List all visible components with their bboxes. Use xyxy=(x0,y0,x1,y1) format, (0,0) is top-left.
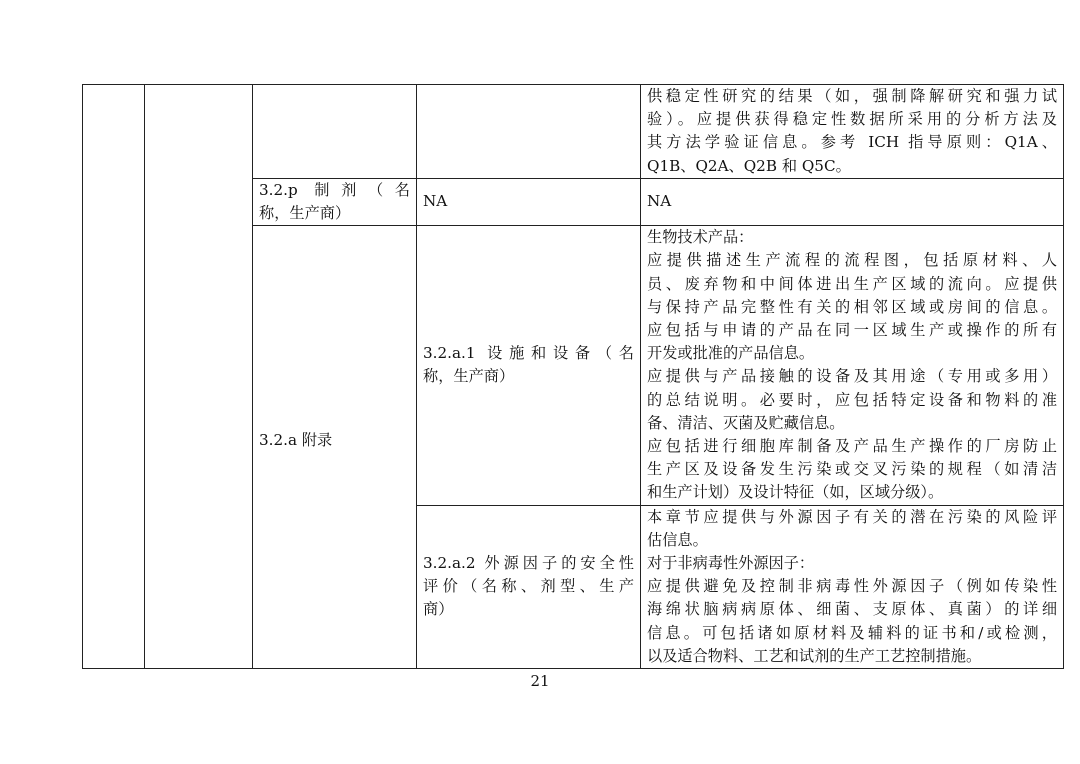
text-line: 称，生产商） xyxy=(259,204,351,223)
text-line: 估信息。 xyxy=(647,530,708,549)
adventitious-agents-description-cell xyxy=(641,505,1064,668)
text-line: 商） xyxy=(423,600,454,619)
text-line: 其方法学验证信息。参考 ICH 指导原则：Q1A、 xyxy=(647,133,1057,152)
text-line: 本章节应提供与外源因子有关的潜在污染的风险评 xyxy=(647,507,1057,526)
text-line: 3.2.p 制剂（名 xyxy=(259,180,410,199)
text-line: 对于非病毒性外源因子： xyxy=(647,554,815,573)
text-line: 海绵状脑病病原体、细菌、支原体、真菌）的详细 xyxy=(647,600,1057,619)
subsection-3-2-a-1-cell xyxy=(417,226,641,505)
empty-cell-col3 xyxy=(253,85,417,179)
text-line: 应提供与产品接触的设备及其用途（专用或多用） xyxy=(647,367,1057,386)
empty-cell-col2 xyxy=(145,85,253,669)
subsection-3-2-a-2-cell xyxy=(417,505,641,668)
text-line: 3.2.a.2 外源因子的安全性 xyxy=(423,554,634,573)
text-line: 供稳定性研究的结果（如，强制降解研究和强力试 xyxy=(647,87,1057,105)
text-line: 应提供描述生产流程的流程图，包括原材料、人 xyxy=(647,251,1057,270)
text-line: 3.2.a.1 设施和设备（名 xyxy=(423,344,634,363)
text-line: 评价（名称、剂型、生产 xyxy=(423,577,634,596)
text-line: 开发或批准的产品信息。 xyxy=(647,344,815,363)
facilities-description-cell xyxy=(641,226,1064,505)
empty-cell-col1 xyxy=(83,85,145,669)
text-line: 的总结说明。必要时，应包括特定设备和物料的准 xyxy=(647,390,1057,409)
text-line: 备、清洁、灭菌及贮藏信息。 xyxy=(647,413,845,432)
text-line: 验）。应提供获得稳定性数据所采用的分析方法及 xyxy=(647,110,1057,129)
text-line: 员、废弃物和中间体进出生产区域的流向。应提供 xyxy=(647,274,1057,293)
text-line: 生产区及设备发生污染或交叉污染的规程（如清洁 xyxy=(647,460,1057,479)
section-title: 3.2.a 附录 xyxy=(259,431,333,450)
text-line: 生物技术产品： xyxy=(647,228,754,247)
stability-description-cell xyxy=(641,85,1064,179)
text-line: 应包括进行细胞库制备及产品生产操作的厂房防止 xyxy=(647,437,1057,456)
empty-cell-col4 xyxy=(417,85,641,179)
section-3-2-p-cell xyxy=(253,178,417,225)
text-line: 与保持产品完整性有关的相邻区域或房间的信息。 xyxy=(647,297,1057,316)
text-line: Q1B、Q2A、Q2B 和 Q5C。 xyxy=(647,156,851,175)
text-line: 以及适合物料、工艺和试剂的生产工艺控制措施。 xyxy=(647,646,982,665)
text-line: 称，生产商） xyxy=(423,367,515,386)
na-cell: NA xyxy=(641,178,1064,225)
content-table xyxy=(82,84,1064,669)
page-number: 21 xyxy=(530,672,550,690)
na-cell: NA xyxy=(417,178,641,225)
text-line: 应提供避免及控制非病毒性外源因子（例如传染性 xyxy=(647,577,1057,596)
section-3-2-a-cell xyxy=(253,226,417,669)
text-line: 应包括与申请的产品在同一区域生产或操作的所有 xyxy=(647,321,1057,340)
table-row xyxy=(83,85,1064,179)
text-line: 信息。可包括诸如原材料及辅料的证书和/或检测， xyxy=(647,623,1057,642)
text-line: 和生产计划）及设计特征（如，区域分级）。 xyxy=(647,483,944,502)
